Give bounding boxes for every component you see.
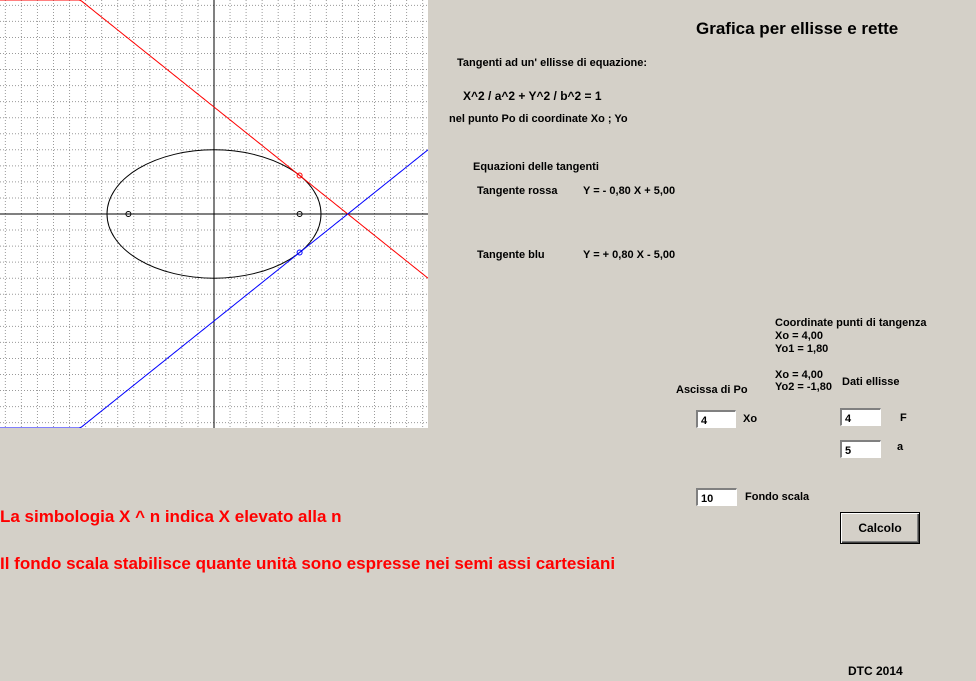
note-scale: Il fondo scala stabilisce quante unità sono espresse nei semi assi cartesiani [0, 554, 616, 573]
red-tangent-equation: Y = - 0,80 X + 5,00 [583, 185, 676, 197]
blue-tangent-equation: Y = + 0,80 X - 5,00 [583, 249, 676, 261]
scale-label: Fondo scala [745, 491, 810, 503]
coord-yo1: Yo1 = 1,80 [775, 343, 829, 355]
calcolo-button[interactable]: Calcolo [840, 512, 920, 544]
a-label: a [897, 441, 904, 453]
blue-tangent-label: Tangente blu [477, 249, 545, 261]
red-tangent-label: Tangente rossa [477, 185, 558, 197]
f-input[interactable] [840, 408, 881, 426]
scale-input[interactable] [696, 488, 737, 506]
coord-yo2: Yo2 = -1,80 [775, 381, 832, 393]
coords-heading: Coordinate punti di tangenza [775, 317, 927, 329]
f-label: F [900, 412, 907, 424]
graph-canvas [0, 0, 428, 428]
dati-ellisse-label: Dati ellisse [842, 376, 900, 388]
ellipse-equation: X^2 / a^2 + Y^2 / b^2 = 1 [463, 89, 602, 103]
footer-credit: DTC 2014 [848, 664, 903, 678]
xo-label: Xo [743, 413, 758, 425]
ascissa-label: Ascissa di Po [676, 384, 748, 396]
intro-line-3: nel punto Po di coordinate Xo ; Yo [449, 113, 628, 125]
app-title: Grafica per ellisse e rette [696, 19, 899, 38]
equations-heading: Equazioni delle tangenti [473, 161, 599, 173]
intro-line-1: Tangenti ad un' ellisse di equazione: [457, 57, 648, 69]
coord-xo-1: Xo = 4,00 [775, 330, 824, 342]
xo-input[interactable] [696, 410, 736, 428]
coord-xo-2: Xo = 4,00 [775, 369, 824, 381]
note-symbology: La simbologia X ^ n indica X elevato alla n [0, 507, 342, 526]
a-input[interactable] [840, 440, 881, 458]
